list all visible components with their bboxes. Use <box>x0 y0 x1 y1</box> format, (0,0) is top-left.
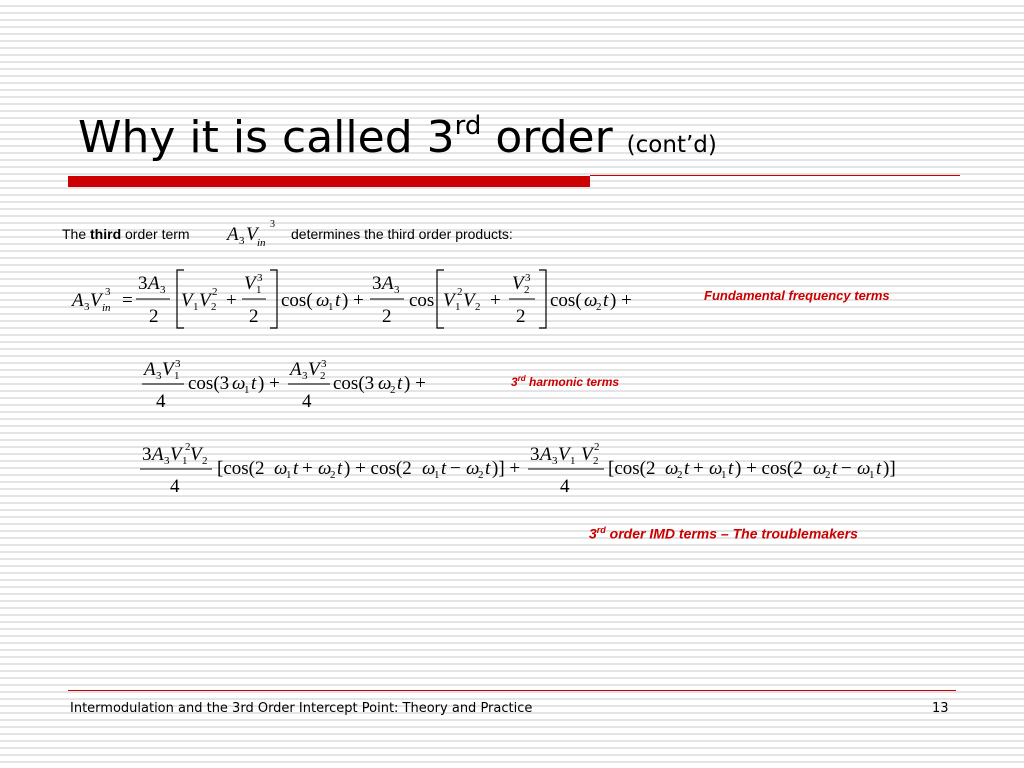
svg-text:) + cos(2: ) + cos(2 <box>344 458 412 479</box>
svg-text:3: 3 <box>175 358 181 370</box>
svg-text:A: A <box>72 290 84 311</box>
svg-text:1: 1 <box>174 370 180 382</box>
harmonic-superscript: rd <box>517 374 526 383</box>
svg-text:V: V <box>190 444 202 465</box>
svg-text:V: V <box>558 444 570 465</box>
svg-text:ω: ω <box>813 458 827 479</box>
svg-text:) +: ) + <box>610 290 632 311</box>
svg-text:3: 3 <box>270 219 275 230</box>
svg-text:2: 2 <box>202 455 208 467</box>
svg-text:3: 3 <box>138 273 148 294</box>
svg-text:1: 1 <box>286 469 292 481</box>
svg-text:A: A <box>227 224 239 245</box>
title-underline-line <box>590 175 960 176</box>
svg-text:)]: )] <box>883 458 896 479</box>
svg-text:V: V <box>246 224 258 245</box>
svg-text:2: 2 <box>382 306 392 327</box>
svg-text:t: t <box>485 458 491 479</box>
svg-text:2: 2 <box>478 469 484 481</box>
svg-text:2: 2 <box>524 284 530 296</box>
svg-text:t: t <box>876 458 882 479</box>
svg-text:3: 3 <box>156 370 162 382</box>
equation-imd <box>138 436 918 500</box>
svg-text:V: V <box>308 359 320 380</box>
svg-text:1: 1 <box>182 455 188 467</box>
svg-text:3: 3 <box>84 301 90 313</box>
svg-text:V: V <box>581 444 593 465</box>
svg-text:[cos(2: [cos(2 <box>608 458 656 479</box>
intro-prefix: The <box>62 226 87 242</box>
svg-text:ω: ω <box>665 458 679 479</box>
svg-text:4: 4 <box>170 476 180 497</box>
svg-text:V: V <box>181 290 193 311</box>
svg-text:4: 4 <box>560 476 570 497</box>
inline-term-a3vin3 <box>224 216 284 248</box>
svg-text:3: 3 <box>321 358 327 370</box>
svg-text:t: t <box>603 290 609 311</box>
svg-text:2: 2 <box>593 455 599 467</box>
svg-text:3: 3 <box>552 455 558 467</box>
footer-divider <box>68 690 956 691</box>
svg-text:1: 1 <box>256 284 262 296</box>
svg-text:A: A <box>148 273 160 294</box>
svg-text:A: A <box>290 359 302 380</box>
svg-text:2: 2 <box>457 286 463 298</box>
svg-text:3: 3 <box>142 444 152 465</box>
svg-text:3: 3 <box>525 272 531 284</box>
imd-digit: 3 <box>589 525 597 542</box>
svg-text:2: 2 <box>390 384 396 396</box>
label-fundamental-terms: Fundamental frequency terms <box>704 288 890 303</box>
svg-text:V: V <box>443 290 455 311</box>
svg-text:3: 3 <box>105 286 111 298</box>
svg-text:2: 2 <box>594 441 600 453</box>
svg-text:+: + <box>226 290 237 311</box>
svg-text:ω: ω <box>274 458 288 479</box>
intro-text-start <box>62 226 190 242</box>
svg-text:3: 3 <box>257 272 263 284</box>
svg-text:ω: ω <box>422 458 436 479</box>
svg-text:4: 4 <box>302 391 312 412</box>
svg-text:t: t <box>832 458 838 479</box>
svg-text:1: 1 <box>570 455 576 467</box>
imd-superscript: rd <box>596 525 606 535</box>
svg-text:ω: ω <box>378 373 392 394</box>
svg-text:V: V <box>170 444 182 465</box>
svg-text:3: 3 <box>302 370 308 382</box>
svg-text:2: 2 <box>330 469 336 481</box>
svg-text:ω: ω <box>232 373 246 394</box>
svg-text:t: t <box>293 458 299 479</box>
svg-text:) +: ) + <box>404 373 426 394</box>
svg-text:2: 2 <box>825 469 831 481</box>
imd-label-text: order IMD terms – The troublemakers <box>605 525 858 542</box>
svg-text:3: 3 <box>160 284 166 296</box>
svg-text:V: V <box>512 273 524 294</box>
svg-text:t: t <box>728 458 734 479</box>
page-number: 13 <box>932 701 949 716</box>
svg-text:2: 2 <box>211 301 217 313</box>
svg-text:1: 1 <box>244 384 250 396</box>
svg-text:A: A <box>382 273 394 294</box>
svg-text:2: 2 <box>320 370 326 382</box>
intro-text-end: determines the third order products: <box>291 226 513 242</box>
svg-text:) +: ) + <box>342 290 364 311</box>
svg-text:cos(: cos( <box>281 290 313 311</box>
svg-text:1: 1 <box>434 469 440 481</box>
svg-text:3: 3 <box>372 273 382 294</box>
svg-text:−: − <box>841 458 852 479</box>
title-cont-note: (cont’d) <box>626 132 717 158</box>
svg-text:t: t <box>684 458 690 479</box>
svg-text:3: 3 <box>394 284 400 296</box>
footer-title: Intermodulation and the 3rd Order Intercept Point: Theory and Practice <box>70 701 533 716</box>
svg-text:V: V <box>463 290 475 311</box>
svg-text:ω: ω <box>709 458 723 479</box>
svg-text:+: + <box>490 290 501 311</box>
svg-text:V: V <box>162 359 174 380</box>
svg-text:t: t <box>335 290 341 311</box>
svg-text:cos: cos <box>409 290 435 311</box>
svg-text:A: A <box>540 444 552 465</box>
equation-harmonic <box>138 352 438 416</box>
svg-text:2: 2 <box>149 306 159 327</box>
title-underline-bar <box>68 176 590 187</box>
svg-text:2: 2 <box>596 301 602 313</box>
svg-text:1: 1 <box>721 469 727 481</box>
equation-fundamental <box>60 262 660 334</box>
label-harmonic-terms <box>511 374 619 389</box>
svg-text:2: 2 <box>516 306 526 327</box>
svg-text:) + cos(2: ) + cos(2 <box>735 458 803 479</box>
svg-text:in: in <box>102 302 111 314</box>
svg-text:cos(3: cos(3 <box>333 373 375 394</box>
svg-text:ω: ω <box>316 290 330 311</box>
svg-text:V: V <box>90 290 102 311</box>
intro-bold: third <box>90 226 122 242</box>
harmonic-digit: 3 <box>511 375 518 389</box>
svg-text:+: + <box>302 458 313 479</box>
svg-text:A: A <box>144 359 156 380</box>
svg-text:cos(: cos( <box>550 290 582 311</box>
svg-text:cos(3: cos(3 <box>188 373 230 394</box>
svg-text:in: in <box>257 237 266 248</box>
svg-text:2: 2 <box>212 286 218 298</box>
svg-text:1: 1 <box>193 301 199 313</box>
svg-text:t: t <box>441 458 447 479</box>
label-imd-terms <box>589 525 858 542</box>
harmonic-label-text: harmonic terms <box>525 375 620 389</box>
svg-text:)] +: )] + <box>492 458 521 479</box>
svg-text:V: V <box>199 290 211 311</box>
svg-text:ω: ω <box>466 458 480 479</box>
svg-text:4: 4 <box>156 391 166 412</box>
svg-text:1: 1 <box>455 301 461 313</box>
slide-title <box>78 108 717 175</box>
svg-text:[cos(2: [cos(2 <box>217 458 265 479</box>
svg-text:) +: ) + <box>258 373 280 394</box>
svg-text:3: 3 <box>164 455 170 467</box>
svg-text:−: − <box>450 458 461 479</box>
svg-text:t: t <box>251 373 257 394</box>
intro-mid: order term <box>125 226 190 242</box>
title-superscript: rd <box>454 111 482 141</box>
svg-text:2: 2 <box>185 441 191 453</box>
svg-text:t: t <box>397 373 403 394</box>
title-main: Why it is called 3 <box>78 112 455 163</box>
svg-text:2: 2 <box>677 469 683 481</box>
svg-text:2: 2 <box>249 306 259 327</box>
svg-text:+: + <box>693 458 704 479</box>
svg-text:t: t <box>337 458 343 479</box>
svg-text:=: = <box>122 290 133 311</box>
svg-text:A: A <box>152 444 164 465</box>
svg-text:ω: ω <box>584 290 598 311</box>
svg-text:V: V <box>244 273 256 294</box>
svg-text:ω: ω <box>318 458 332 479</box>
svg-text:3: 3 <box>530 444 540 465</box>
title-tail: order <box>481 112 613 163</box>
svg-text:1: 1 <box>869 469 875 481</box>
svg-text:ω: ω <box>857 458 871 479</box>
svg-text:3: 3 <box>239 235 245 247</box>
svg-text:2: 2 <box>475 301 481 313</box>
svg-text:1: 1 <box>328 301 334 313</box>
